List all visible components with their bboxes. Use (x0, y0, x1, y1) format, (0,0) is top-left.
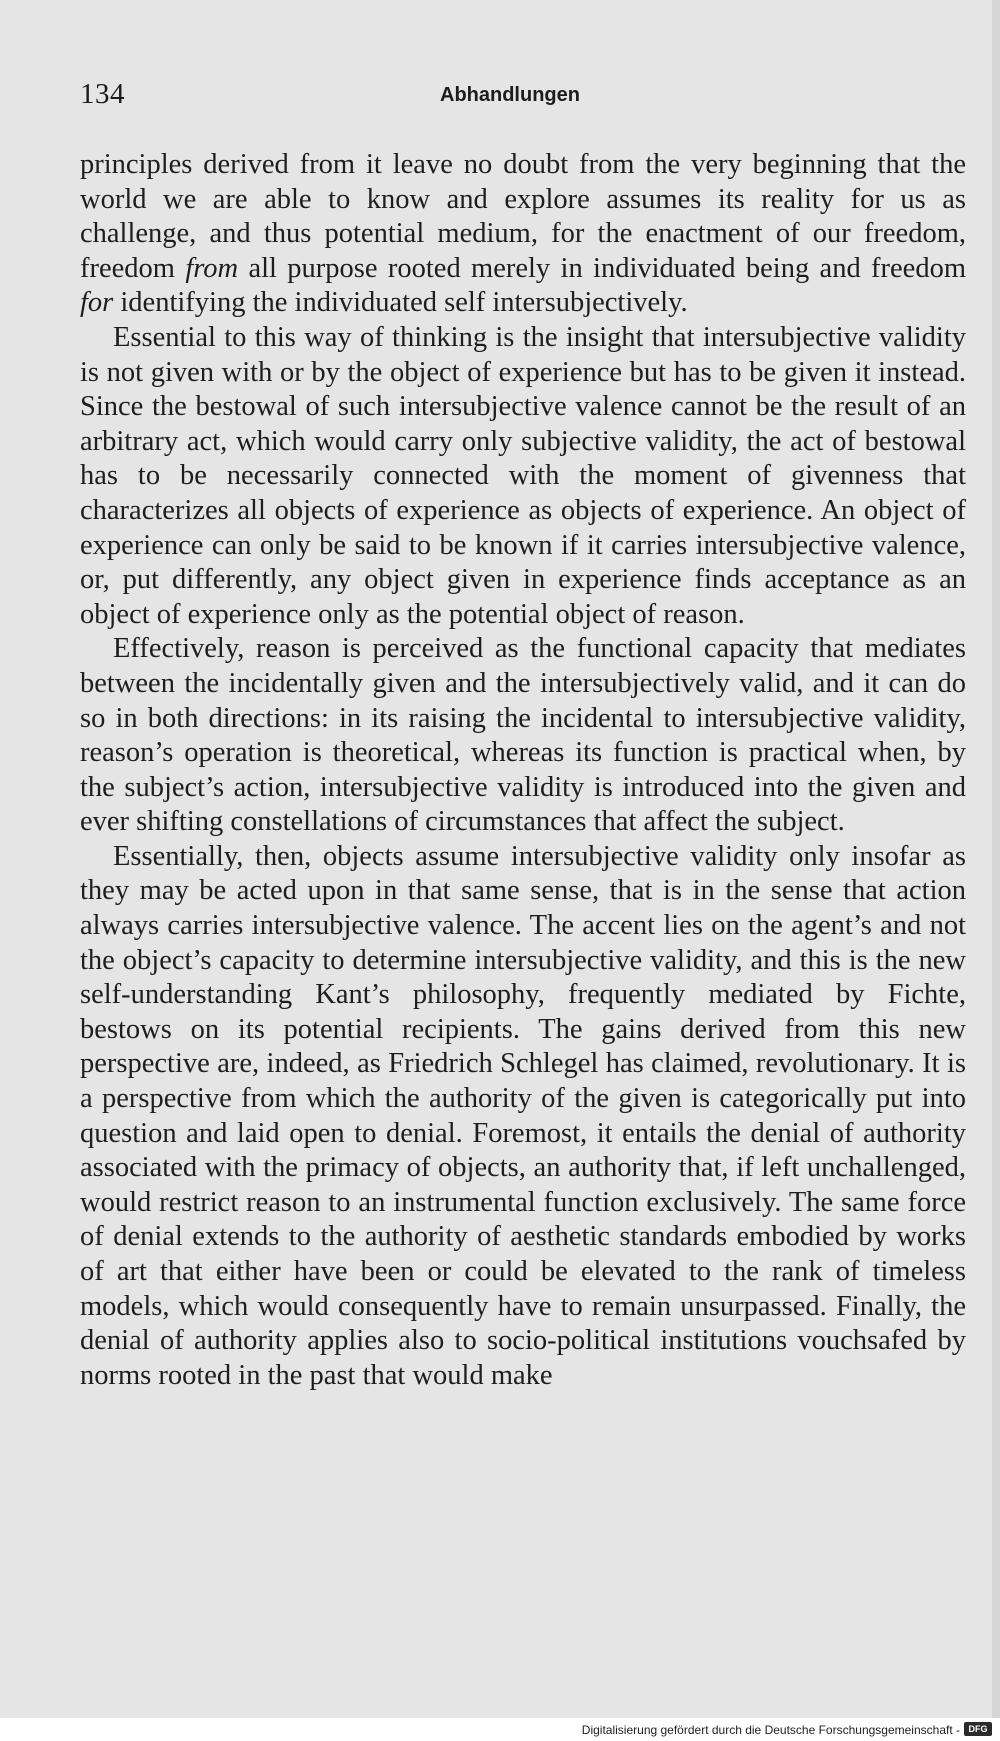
paragraph-1-pre: principles derived from it leave no doubt from the very beginning that the world we are able to know and explore assumes its reality for us as challenge, and thus potential medium, for the enactment of our freedom, freedom (80, 149, 966, 284)
dfg-logo-icon: DFG (964, 1722, 992, 1736)
running-head: Abhandlungen (440, 84, 580, 106)
body-text (80, 148, 966, 1393)
paragraph-1-post: identifying the individuated self intersubjectively. (113, 287, 688, 319)
page-number: 134 (80, 78, 125, 110)
emphasis-for: for (80, 287, 114, 319)
emphasis-from: from (185, 252, 239, 284)
paragraph-1-mid: all purpose rooted merely in individuated being and freedom (238, 252, 966, 284)
paragraph-2: Essential to this way of thinking is the insight that intersubjective validity is not given with or by the object of experience but has to be given it instead. Since the bestowal of such intersubjective valence cannot be the result of an arbitrary act, which would carry only subjective validity, the act of bestowal has to be necessarily connected with the moment of givenness that characterizes all objects of experience as objects of experience. An object of experience can only be said to be known if it carries intersubjective valence, or, put differently, any object given in experience finds acceptance as an object of experience only as the potential object of reason. (80, 321, 966, 630)
page-edge-shadow (992, 0, 1000, 1741)
paragraph-1 (80, 148, 966, 321)
paragraph-4: Essentially, then, objects assume intersubjective validity only insofar as they may be acted upon in that same sense, that is in the sense that action always carries intersubjective valence. The accent lies on the agent’s and not the object’s capacity to determine intersubjective validity, and this is the new self-understanding Kant’s philosophy, frequently mediated by Fichte, bestows on its potential recipients. The gains derived from this new perspective are, indeed, as Friedrich Schlegel has claimed, revolutionary. It is a perspective from which the authority of the given is categorically put into question and laid open to denial. Foremost, it entails the denial of authority associated with the primacy of objects, an authority that, if left unchallenged, would restrict reason to an instrumental function exclusively. The same force of denial extends to the authority of aesthetic standards embodied by works of art that either have been or could be elevated to the rank of timeless models, which would consequently have to remain unsurpassed. Finally, the denial of authority applies also to socio-political institutions vouchsafed by norms rooted in the past that would make (80, 840, 966, 1391)
digitization-note: Digitalisierung gefördert durch die Deutsche Forschungsgemeinschaft - (581, 1723, 960, 1737)
paragraph-3: Effectively, reason is perceived as the functional capacity that mediates between the incidentally given and the intersubjectively valid, and it can do so in both directions: in its raising the incidental to intersubjective validity, reason’s operation is theoretical, whereas its function is practical when, by the subject’s action, intersubjective validity is introduced into the given and ever shifting constellations of circumstances that affect the subject. (80, 633, 966, 838)
